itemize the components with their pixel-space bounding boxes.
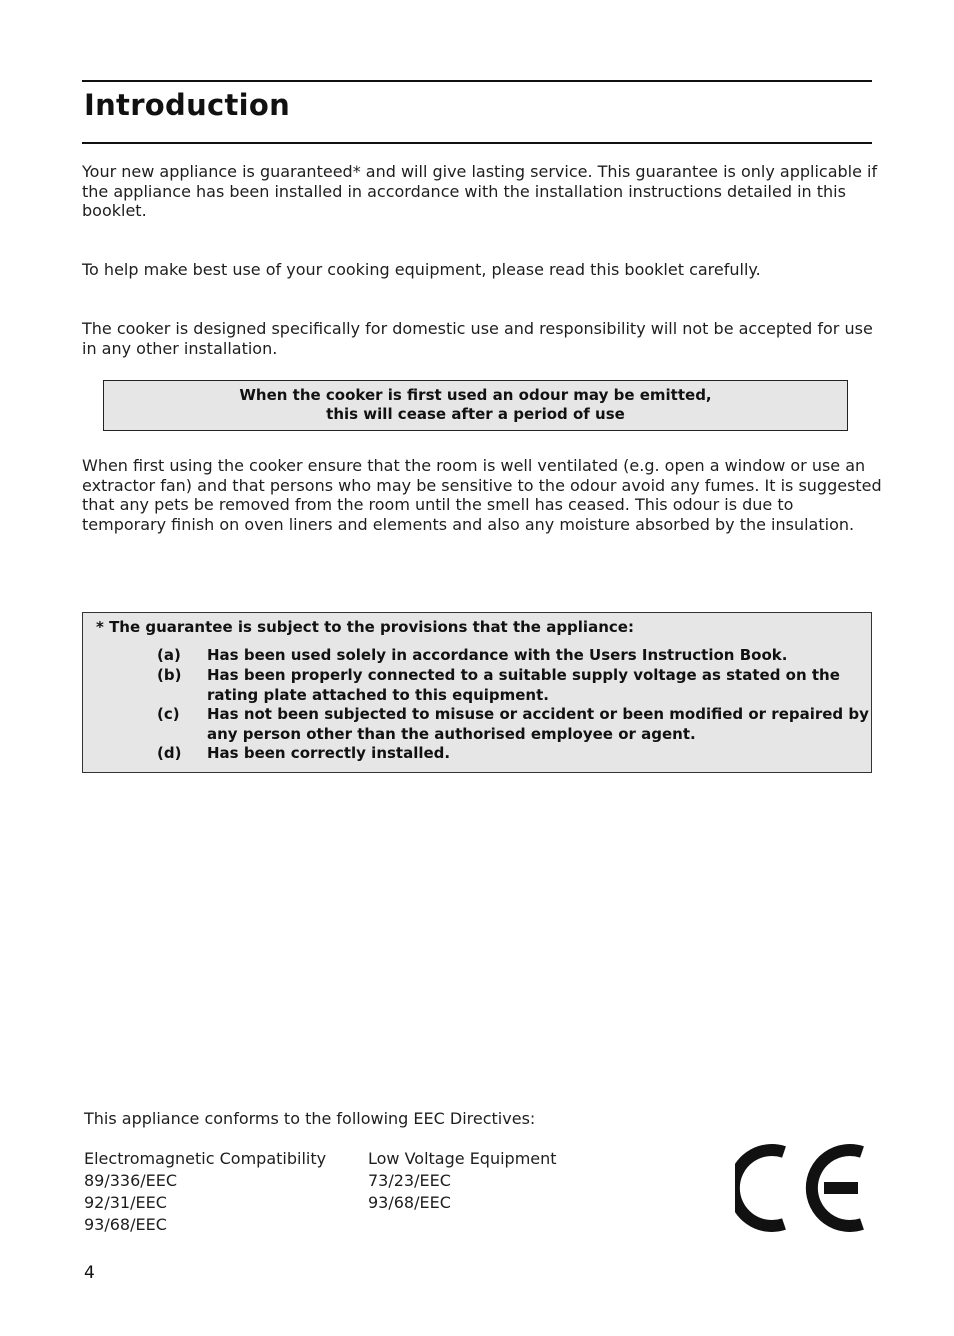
intro-paragraph-guarantee: Your new appliance is guaranteed* and will give lasting service. This guarantee is only applicable if the appliance has been installed in accordance with the installation instructions detailed in this booklet. (82, 162, 878, 220)
odour-notice-box (103, 380, 848, 431)
emc-code: 89/336/EEC (84, 1171, 178, 1190)
odour-notice-line-1: When the cooker is first used an odour may be emitted, (239, 386, 712, 404)
guarantee-heading: * The guarantee is subject to the provisions that the appliance: (96, 618, 634, 636)
title-rule-top (82, 80, 872, 82)
page-number: 4 (84, 1263, 95, 1283)
emc-directives-column (84, 1148, 326, 1236)
emc-code: 93/68/EEC (84, 1215, 167, 1234)
odour-notice-line-2: this will cease after a period of use (326, 404, 625, 423)
page-title: Introduction (84, 88, 291, 122)
title-rule-bottom (82, 142, 872, 144)
intro-paragraph-read-booklet: To help make best use of your cooking equipment, please read this booklet carefully. (82, 260, 761, 279)
intro-paragraph-domestic-use: The cooker is designed specifically for domestic use and responsibility will not be accepted for use in any other installation. (82, 319, 873, 358)
guarantee-provisions-box (82, 612, 872, 773)
lve-directives-column (368, 1148, 557, 1214)
guarantee-item-label: (b) (157, 666, 182, 684)
directives-intro: This appliance conforms to the following EEC Directives: (84, 1109, 536, 1128)
guarantee-item-text: Has not been subjected to misuse or accident or been modified or repaired by any person other than the authorised employee or agent. (207, 705, 869, 743)
lve-heading: Low Voltage Equipment (368, 1149, 557, 1168)
ce-mark-icon (735, 1142, 867, 1234)
ventilation-paragraph: When first using the cooker ensure that the room is well ventilated (e.g. open a window or use an extractor fan) and that persons who may be sensitive to the odour avoid any fumes. It is suggested that any pets be removed from the room until the smell has ceased. This odour is due to temporary finish on oven liners and elements and also any moisture absorbed by the insulation. (82, 456, 882, 534)
lve-code: 73/23/EEC (368, 1171, 451, 1190)
emc-heading: Electromagnetic Compatibility (84, 1149, 327, 1168)
lve-code: 93/68/EEC (368, 1193, 451, 1212)
emc-code: 92/31/EEC (84, 1193, 167, 1212)
guarantee-item-text: Has been correctly installed. (207, 744, 451, 762)
guarantee-item-label: (d) (157, 744, 182, 762)
guarantee-item-label: (a) (157, 646, 181, 664)
guarantee-item-text: Has been properly connected to a suitable supply voltage as stated on the rating plate attached to this equipment. (207, 666, 840, 704)
guarantee-item-text: Has been used solely in accordance with the Users Instruction Book. (207, 646, 788, 664)
guarantee-item-label: (c) (157, 705, 180, 723)
